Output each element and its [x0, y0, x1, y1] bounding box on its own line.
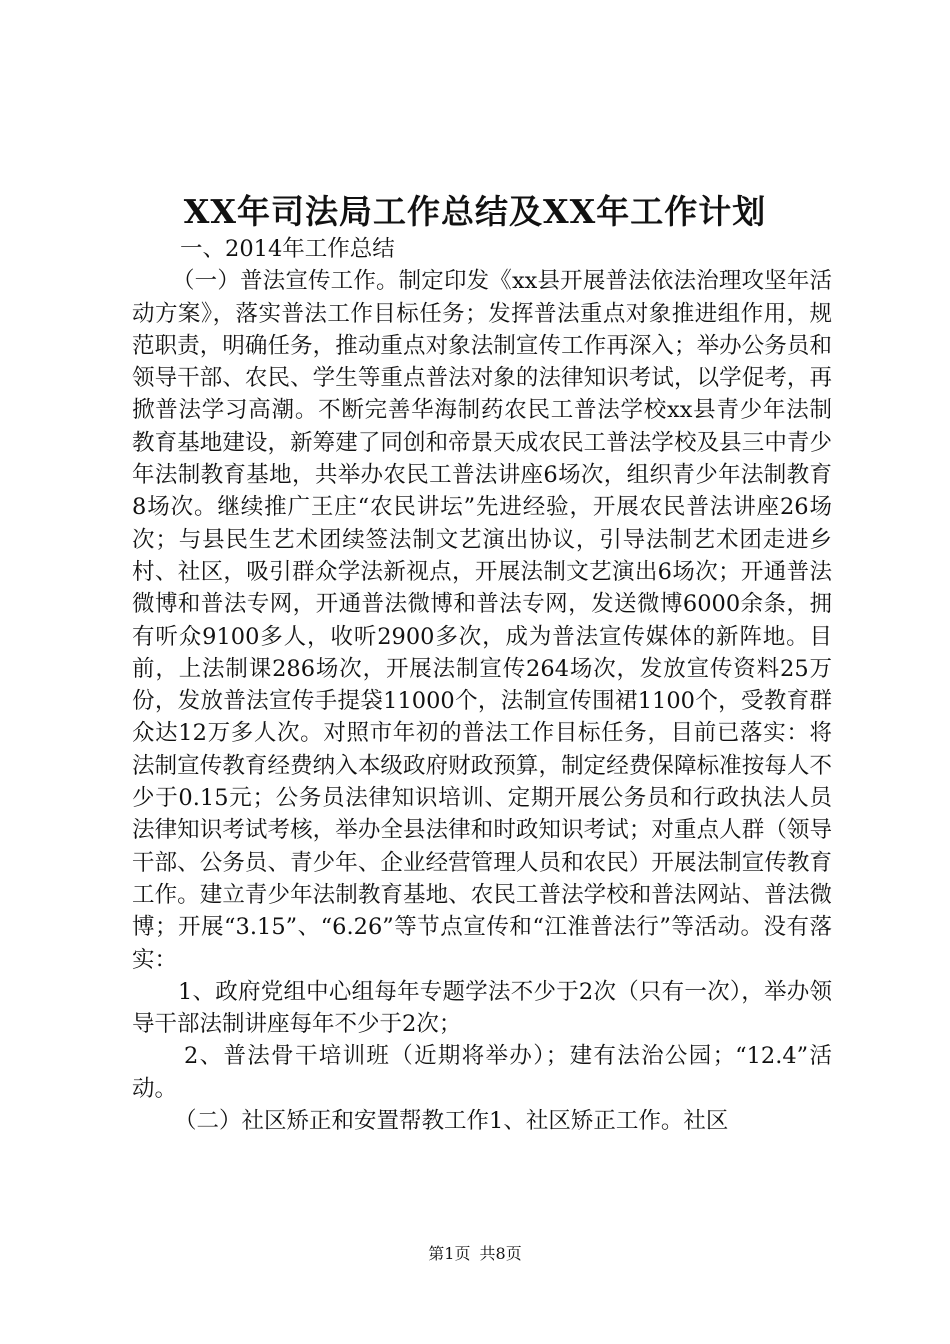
page-footer	[0, 1241, 950, 1264]
paragraph-community-correction: （二）社区矫正和安置帮教工作1、社区矫正工作。社区	[174, 1108, 729, 1135]
document-title: XX年司法局工作总结及XX年工作计划	[183, 192, 767, 231]
paragraph-law-publicity: （一）普法宣传工作。制定印发《xx县开展普法依法治理攻坚年活动方案》，落实普法工作目标任务；发挥普法重点对象推进组作用，规范职责，明确任务，推动重点对象法制宣传工作再深入；举办公务员和领导干部、农民、学生等重点普法对象的法律知识考试，以学促考，再掀普法学习高潮。不断完善华海制药农民工普法学校xx县青少年法制教育基地建设，新筹建了同创和帝景天成农民工普法学校及县三中青少年法制教育基地，共举办农民工普法讲座6场次，组织青少年法制教育8场次。继续推广王庄“农民讲坛”先进经验，开展农民普法讲座26场次；与县民生艺术团续签法制文艺演出协议，引导法制艺术团走进乡村、社区，吸引群众学法新视点，开展法制文艺演出6场次；开通普法微博和普法专网，开通普法微博和普法专网，发送微博6000余条，拥有听众9100多人，收听2900多次，成为普法宣传媒体的新阵地。目前，上法制课286场次，开展法制宣传264场次，发放宣传资料25万份，发放普法宣传手提袋11000个，法制宣传围裙1100个，受教育群众达12万多人次。对照市年初的普法工作目标任务，目前已落实：将法制宣传教育经费纳入本级政府财政预算，制定经费保障标准按每人不少于0.15元；公务员法律知识培训、定期开展公务员和行政执法人员法律知识考试考核，举办全县法律和时政知识考试；对重点人群（领导干部、公务员、青少年、企业经营管理人员和农民）开展法制宣传教育工作。建立青少年法制教育基地、农民工普法学校和普法网站、普法微博；开展“3.15”、“6.26”等节点宣传和“江淮普法行”等活动。没有落实：	[132, 268, 832, 973]
page-total: 共8页	[479, 1244, 522, 1263]
list-item-2: 2、普法骨干培训班（近期将举办）；建有法治公园；“12.4”活动。	[132, 1043, 832, 1102]
document-body	[132, 233, 832, 1137]
section-heading: 一、2014年工作总结	[180, 236, 395, 262]
page-number: 第1页	[428, 1244, 471, 1263]
list-item-1: 1、政府党组中心组每年专题学法不少于2次（只有一次），举办领导干部法制讲座每年不少于2次；	[132, 978, 832, 1038]
